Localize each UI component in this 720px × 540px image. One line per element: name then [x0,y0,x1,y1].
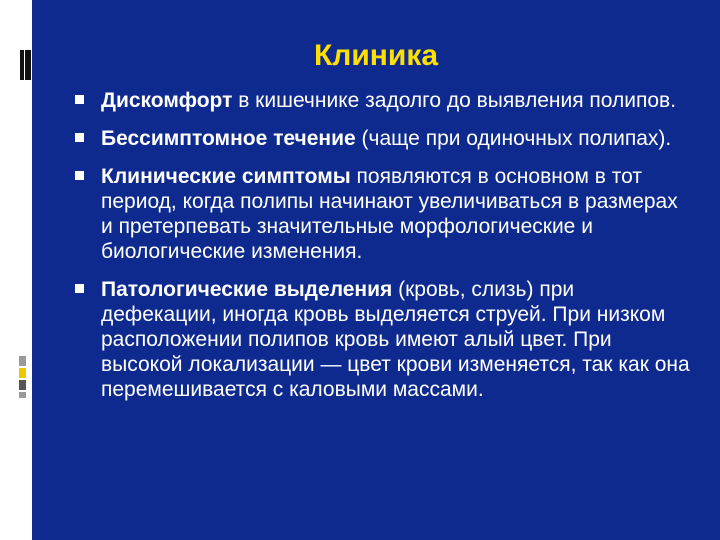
square-bullet-icon [75,284,84,293]
list-item [75,277,695,402]
item-text: (кровь, слизь) при дефекации, иногда кровь выделяется струей. При низком расположении полипов кровь имеют алый цвет. При высокой локализации — цвет крови изменяется, так как она перемешивается с каловыми массами. [101,278,690,401]
square-bullet-icon [75,95,84,104]
top-left-bar-thin [20,50,24,80]
square-bullet-icon [75,171,84,180]
item-bold-text: Патологические выделения [101,278,393,301]
item-bold-text: Дискомфорт [101,89,233,112]
top-left-bar-thick [25,50,31,80]
item-bold-text: Клинические симптомы [101,165,351,188]
item-text: в кишечнике задолго до выявления полипов. [232,89,677,112]
side-accent-dark [19,380,26,390]
side-accent-gray-2 [19,392,26,398]
list-item [75,88,695,113]
side-accent-gray [19,356,26,366]
item-text: (чаще при одиночных полипах). [355,127,672,150]
item-bold-text: Бессимптомное течение [101,127,356,150]
square-bullet-icon [75,133,84,142]
bullet-list [75,88,695,415]
list-item [75,126,695,151]
side-accent-yellow [19,368,26,378]
item-text: появляются в основном в тот период, когда полипы начинают увеличиваться в размерах и претерпевать значительные морфологические и биологические изменения. [101,165,678,263]
list-item [75,164,695,264]
slide-title: Клиника [313,39,439,72]
